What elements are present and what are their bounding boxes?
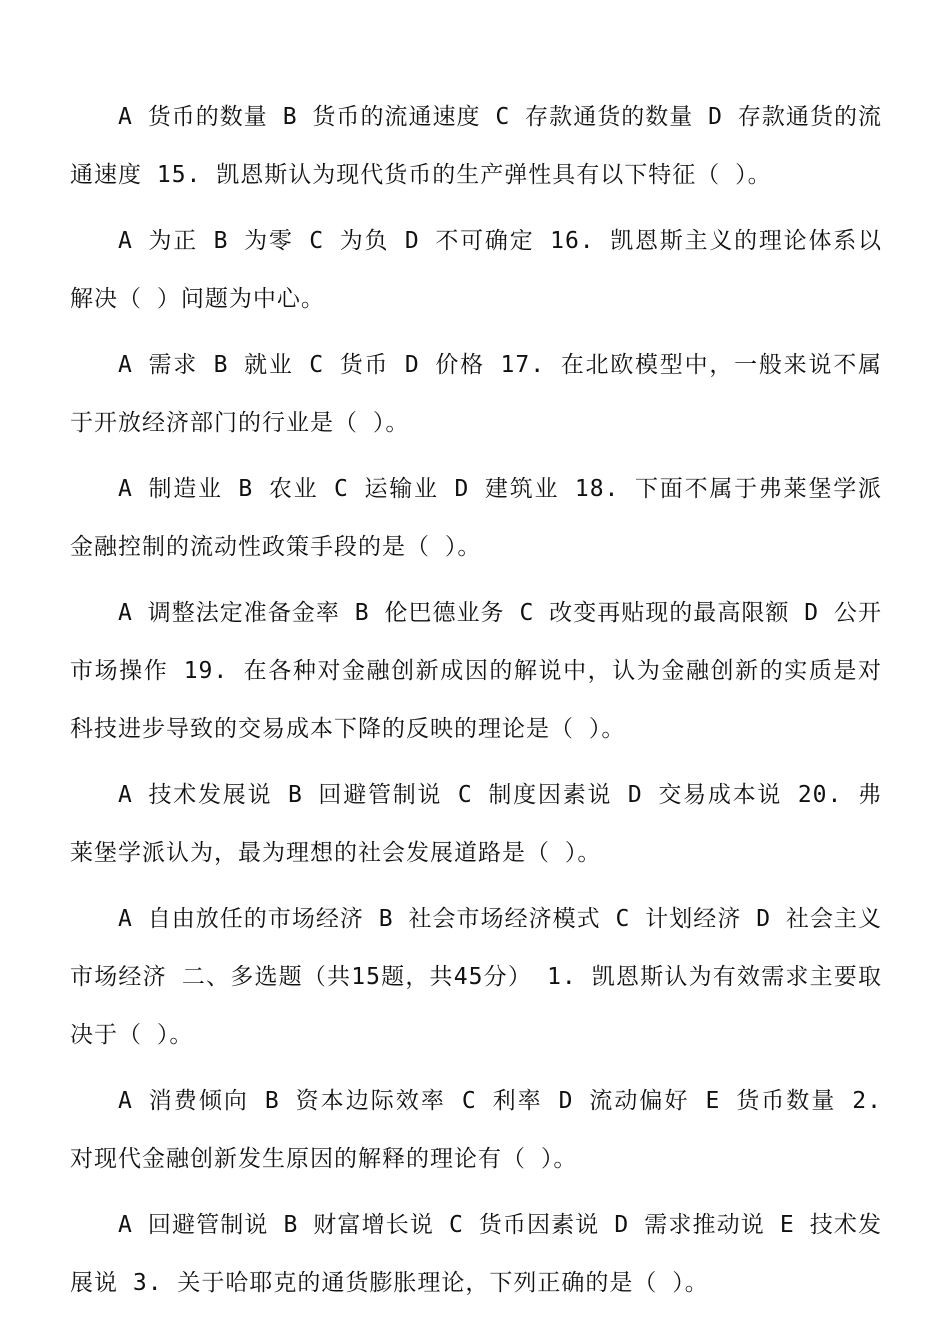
question-paragraph-9: A 回避管制说 B 财富增长说 C 货币因素说 D 需求推动说 E 技术发展说 3. 关于哈耶克的通货膨胀理论，下列正确的是（ ）。: [70, 1212, 882, 1296]
question-paragraph-4: A 制造业 B 农业 C 运输业 D 建筑业 18. 下面不属于弗莱堡学派金融控制的流动性政策手段的是（ ）。: [70, 476, 882, 560]
question-paragraph-3: A 需求 B 就业 C 货币 D 价格 17. 在北欧模型中，一般来说不属于开放经济部门的行业是（ ）。: [70, 352, 882, 436]
question-paragraph-1: A 货币的数量 B 货币的流通速度 C 存款通货的数量 D 存款通货的流通速度 15. 凯恩斯认为现代货币的生产弹性具有以下特征（ ）。: [70, 104, 882, 188]
question-paragraph-8: A 消费倾向 B 资本边际效率 C 利率 D 流动偏好 E 货币数量 2. 对现代金融创新发生原因的解释的理论有（ ）。: [70, 1088, 882, 1172]
question-paragraph-7: A 自由放任的市场经济 B 社会市场经济模式 C 计划经济 D 社会主义市场经济 二、多选题（共15题，共45分） 1. 凯恩斯认为有效需求主要取决于（ ）。: [70, 906, 882, 1048]
question-paragraph-5: A 调整法定准备金率 B 伦巴德业务 C 改变再贴现的最高限额 D 公开市场操作 19. 在各种对金融创新成因的解说中，认为金融创新的实质是对科技进步导致的交易成本下降的反映的理论是（ ）。: [70, 600, 882, 742]
question-paragraph-6: A 技术发展说 B 回避管制说 C 制度因素说 D 交易成本说 20. 弗莱堡学派认为，最为理想的社会发展道路是（ ）。: [70, 782, 882, 866]
question-paragraph-2: A 为正 B 为零 C 为负 D 不可确定 16. 凯恩斯主义的理论体系以解决（ ）问题为中心。: [70, 228, 882, 312]
document-page: [70, 88, 882, 1320]
